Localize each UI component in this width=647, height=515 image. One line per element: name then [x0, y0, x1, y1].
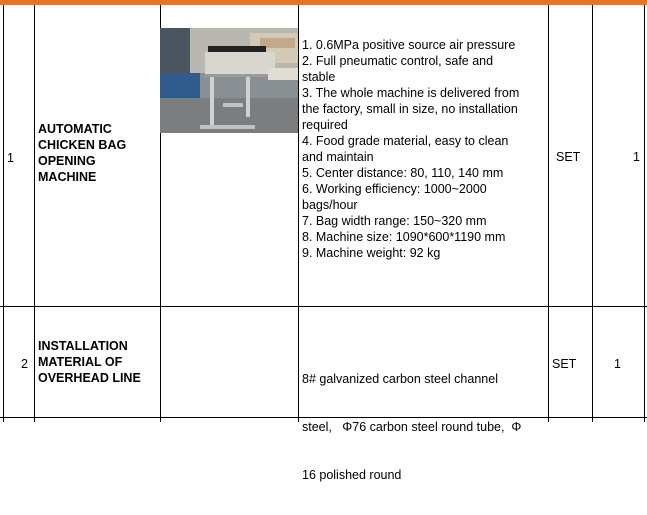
row-index: 2: [21, 357, 28, 371]
spec-line: 1. 0.6MPa positive source air pressure: [302, 38, 516, 52]
product-name-line: INSTALLATION: [38, 339, 128, 353]
spec-line: required: [302, 118, 348, 132]
unit: SET: [556, 150, 581, 164]
spec-line: 16 polished round: [302, 468, 402, 482]
table-border: [298, 5, 299, 422]
machine-photo: [160, 28, 298, 133]
spec-description: [302, 339, 552, 515]
spec-line: 9. Machine weight: 92 kg: [302, 246, 441, 260]
spec-line: 4. Food grade material, easy to clean: [302, 134, 509, 148]
spec-line: steel, Φ76 carbon steel round tube, Φ: [302, 420, 522, 434]
spec-line: and maintain: [302, 150, 374, 164]
spec-line: stable: [302, 70, 336, 84]
product-name-line: MATERIAL OF: [38, 355, 123, 369]
table-border: [3, 5, 4, 422]
product-name: [38, 338, 158, 386]
spec-description: [302, 37, 547, 261]
spec-line: 2. Full pneumatic control, safe and: [302, 54, 494, 68]
row-divider: [0, 306, 647, 307]
spec-line: 5. Center distance: 80, 110, 140 mm: [302, 166, 504, 180]
table-border: [34, 5, 35, 422]
table-border: [592, 5, 593, 422]
product-name: [38, 121, 158, 185]
table-border: [644, 5, 645, 422]
spec-line: bags/hour: [302, 198, 358, 212]
spec-line: 7. Bag width range: 150~320 mm: [302, 214, 487, 228]
row-index: 1: [7, 151, 14, 165]
product-name-line: AUTOMATIC: [38, 122, 112, 136]
product-name-line: OVERHEAD LINE: [38, 371, 141, 385]
spec-line: 3. The whole machine is delivered from: [302, 86, 520, 100]
spec-line: 8# galvanized carbon steel channel: [302, 372, 498, 386]
unit: SET: [552, 357, 577, 371]
spec-line: 6. Working efficiency: 1000~2000: [302, 182, 487, 196]
product-name-line: CHICKEN BAG: [38, 138, 127, 152]
product-name-line: OPENING: [38, 154, 96, 168]
spec-line: 8. Machine size: 1090*600*1190 mm: [302, 230, 506, 244]
product-name-line: MACHINE: [38, 170, 97, 184]
quantity: 1: [614, 357, 621, 371]
quantity: 1: [633, 150, 640, 164]
spec-line: the factory, small in size, no installation: [302, 102, 518, 116]
